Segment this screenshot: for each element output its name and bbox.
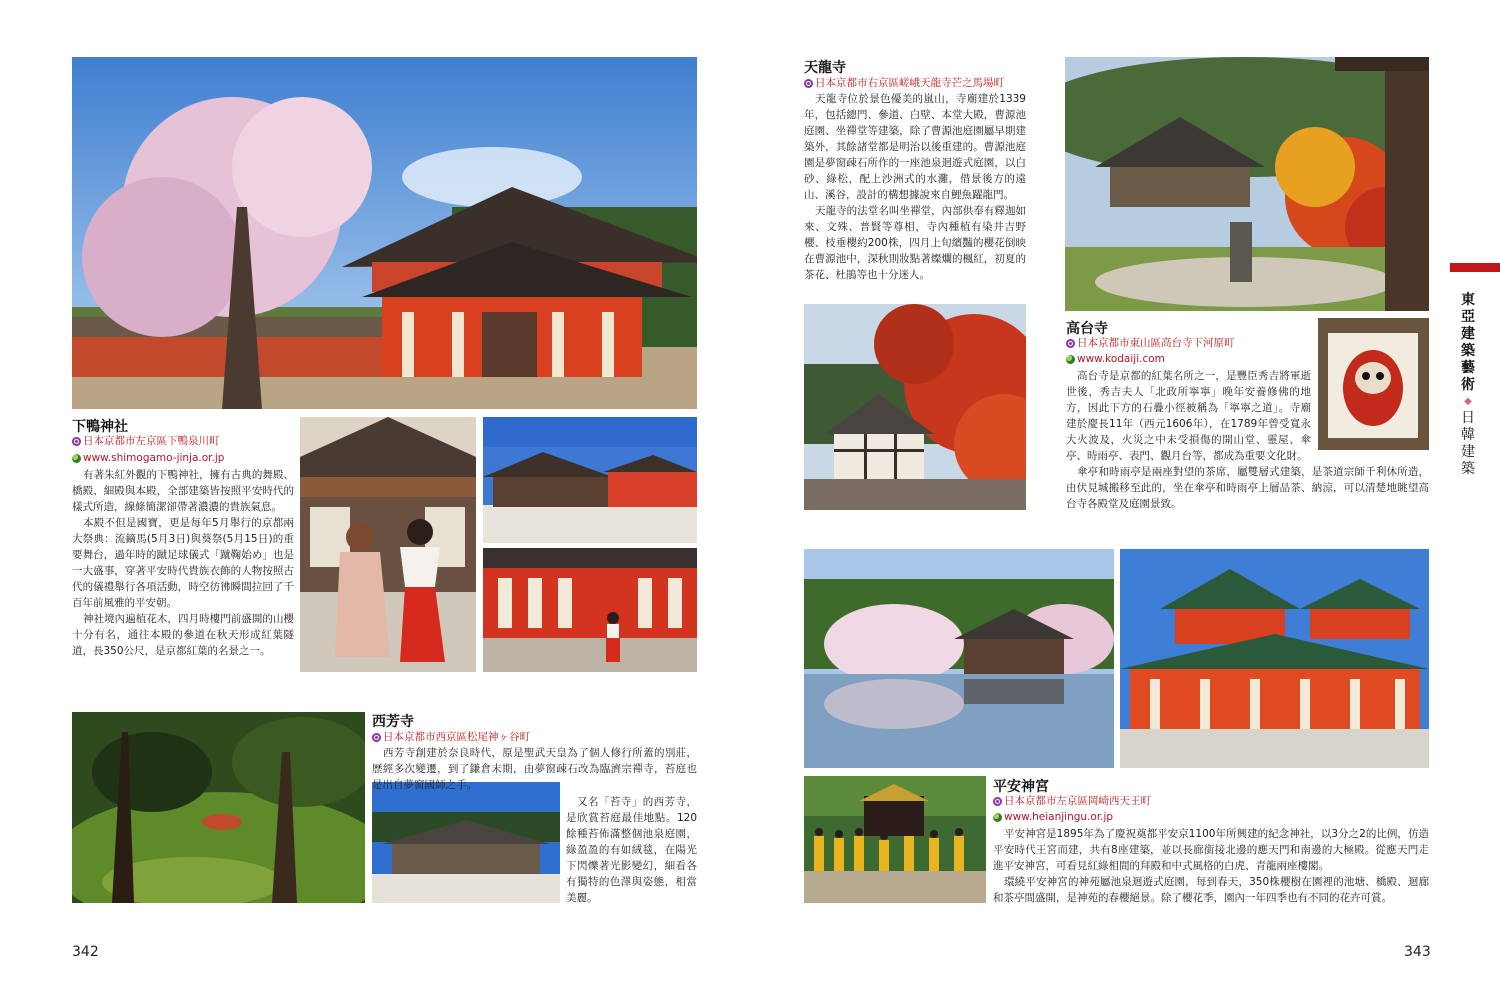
tenryuji-title: 天龍寺	[804, 60, 846, 76]
kodaiji-address	[1066, 336, 1235, 351]
globe-icon	[72, 454, 81, 463]
shimogamo-paragraph: 神社境內遍植花木，四月時樓門前盛開的山櫻十分有名，通往本殿的參道在秋天形成紅葉隧道，長350公尺，是京都紅葉的名景之一。	[72, 613, 294, 657]
kodaiji-paragraph: 傘亭和時雨亭是兩座對望的茶席，屬雙層式建築，是茶道宗師千利休所造，由伏見城搬移至此的，坐在傘亭和時雨亭上層品茶、納涼，可以清楚地眺望高台寺各殿堂及庭園景致。	[1066, 466, 1429, 510]
chapter-category: 東亞建築藝術	[1461, 292, 1475, 393]
tenryuji-address-text: 日本京都市右京區嵯峨天龍寺芒之馬場町	[815, 77, 1004, 89]
saihoji-paragraph: 又名「苔寺」的西芳寺，是欣賞苔庭最佳地點。120餘種苔佈滿整個池泉庭園，綠盈盈的有如絨毯，在陽光下閃爍著光影變幻，細看各有獨特的色澤與姿態，相當美麗。	[566, 796, 697, 904]
diamond-separator-icon: ◆	[1464, 396, 1472, 407]
photo-saihoji-moss-garden	[72, 712, 365, 903]
heian-body	[993, 826, 1429, 906]
shimogamo-address	[72, 434, 220, 449]
heian-title: 平安神宮	[993, 779, 1049, 795]
heian-address	[993, 794, 1151, 809]
photo-kodaiji-painting	[1318, 318, 1429, 450]
kodaiji-body-wide	[1066, 464, 1429, 512]
shimogamo-title: 下鴨神社	[72, 419, 128, 435]
globe-icon	[993, 813, 1002, 822]
shimogamo-address-text: 日本京都市左京區下鴨泉川町	[83, 435, 220, 447]
heian-paragraph: 環繞平安神宮的神苑屬池泉迴遊式庭園，每到春天，350株櫻樹在園裡的池塘、橋殿、迴廊和茶亭間盛開，是神苑的春櫻絕景。除了櫻花季，園內一年四季也有不同的花卉可賞。	[993, 876, 1429, 904]
kodaiji-paragraph: 高台寺是京都的紅葉名所之一，是豐臣秀吉將軍逝世後，秀吉夫人「北政所寧寧」晚年安養修佛的地方，因此下方的石疊小徑被稱為「寧寧之道」。寺廟建於慶長11年（西元1606年），在1789年曾受寬永大火波及，火災之中未受損傷的開山堂、靈屋、傘亭、時雨亭、表門、觀月台等，都成為重要文化財。	[1066, 370, 1311, 462]
chapter-subcategory: 日韓建築	[1461, 410, 1475, 477]
photo-shimogamo-miko	[300, 417, 476, 672]
photo-heian-procession	[804, 776, 986, 903]
photo-saihoji-temple	[372, 782, 560, 903]
kodaiji-address-text: 日本京都市東山區高台寺下河原町	[1077, 337, 1235, 349]
photo-shimogamo-shrine	[483, 417, 697, 543]
page-number-left: 342	[72, 944, 99, 960]
heian-website[interactable]	[993, 810, 1113, 825]
location-pin-icon	[1066, 339, 1075, 348]
chapter-tab-bar	[1450, 263, 1500, 272]
heian-address-text: 日本京都市左京區岡崎西天王町	[1004, 795, 1151, 807]
tenryuji-body	[804, 91, 1026, 283]
saihoji-intro	[372, 745, 697, 793]
shimogamo-paragraph: 本殿不但是國寶，更是每年5月舉行的京都兩大祭典：流鏑馬(5月3日)與葵祭(5月15日)的重要舞台，過年時的蹴足球儀式「蹴鞠始め」也是一大盛事，穿著平安時代貴族衣飾的人物按照古代的儀禮舉行各項活動，時空彷彿瞬間拉回了千百年前風雅的平安朝。	[72, 517, 294, 609]
location-pin-icon	[372, 733, 381, 742]
page-number-right: 343	[1404, 944, 1431, 960]
shimogamo-website-link[interactable]: www.shimogamo-jinja.or.jp	[83, 452, 225, 464]
photo-shimogamo-corridor	[483, 548, 697, 672]
kodaiji-body-narrow	[1066, 368, 1311, 464]
shimogamo-paragraph: 有著朱紅外觀的下鴨神社，擁有古典的舞殿、橋殿、細殿與本殿，全部建築皆按照平安時代的樣式所造，線條簡潔卻帶著濃濃的貴族氣息。	[72, 469, 294, 513]
saihoji-title: 西芳寺	[372, 714, 414, 730]
location-pin-icon	[993, 797, 1002, 806]
location-pin-icon	[72, 437, 81, 446]
location-pin-icon	[804, 79, 813, 88]
photo-kodaiji-garden	[1065, 57, 1429, 311]
saihoji-side-text	[566, 794, 697, 906]
shimogamo-website[interactable]	[72, 451, 224, 466]
saihoji-address	[372, 730, 530, 745]
tenryuji-address	[804, 76, 1004, 91]
kodaiji-website[interactable]	[1066, 352, 1165, 367]
chapter-tab-label[interactable]	[1456, 292, 1480, 478]
heian-website-link[interactable]: www.heianjingu.or.jp	[1004, 811, 1114, 823]
saihoji-address-text: 日本京都市西京區松尾神ヶ谷町	[383, 731, 530, 743]
photo-tenryuji-autumn	[804, 304, 1026, 510]
kodaiji-website-link[interactable]: www.kodaiji.com	[1077, 353, 1165, 365]
saihoji-paragraph: 西芳寺創建於奈良時代，原是聖武天皇為了個人修行所蓋的別莊，歷經多次變遷，到了鎌倉末期，由夢窗疎石改為臨濟宗禪寺，苔庭也是出自夢窗國師之手。	[372, 747, 697, 791]
photo-shimogamo-gate	[72, 57, 697, 409]
heian-paragraph: 平安神宮是1895年為了慶祝奠都平安京1100年所興建的紀念神社，以3分之2的比例，仿造平安時代王宮而建，共有8座建築，並以長廊銜接北邊的應天門和南邊的大極殿。從應天門走進平安神宮，可看見紅綠相間的拜殿和中式風格的白虎、青龍兩座樓閣。	[993, 828, 1429, 872]
globe-icon	[1066, 355, 1075, 364]
tenryuji-paragraph: 天龍寺位於景色優美的嵐山，寺廟建於1339年，包括總門、參道、白壁、本堂大殿，曹源池庭園、坐禪堂等建築，除了曹源池庭園屬早期建築外，其餘諸堂都是明治以後重建的。曹源池庭園是夢窗疎石所作的一座池泉迴遊式庭園，以白砂、綠松，配上沙洲式的水灘，借景後方的遠山、溪谷，設計的構想據說來自鯉魚躍龍門。	[804, 93, 1026, 201]
kodaiji-title: 高台寺	[1066, 321, 1108, 337]
photo-heian-hall	[1120, 549, 1429, 768]
tenryuji-paragraph: 天龍寺的法堂名叫坐禪堂，內部供奉有釋迦如來、文殊、普賢等尊相，寺內種植有染井吉野櫻、枝垂櫻約200株，四月上旬繽豔的櫻花倒映在曹源池中，深秋則妝點著燦爛的楓紅，初夏的茶花、杜鵑等也十分迷人。	[804, 205, 1026, 281]
photo-heian-pond	[804, 549, 1114, 768]
shimogamo-body	[72, 467, 294, 659]
